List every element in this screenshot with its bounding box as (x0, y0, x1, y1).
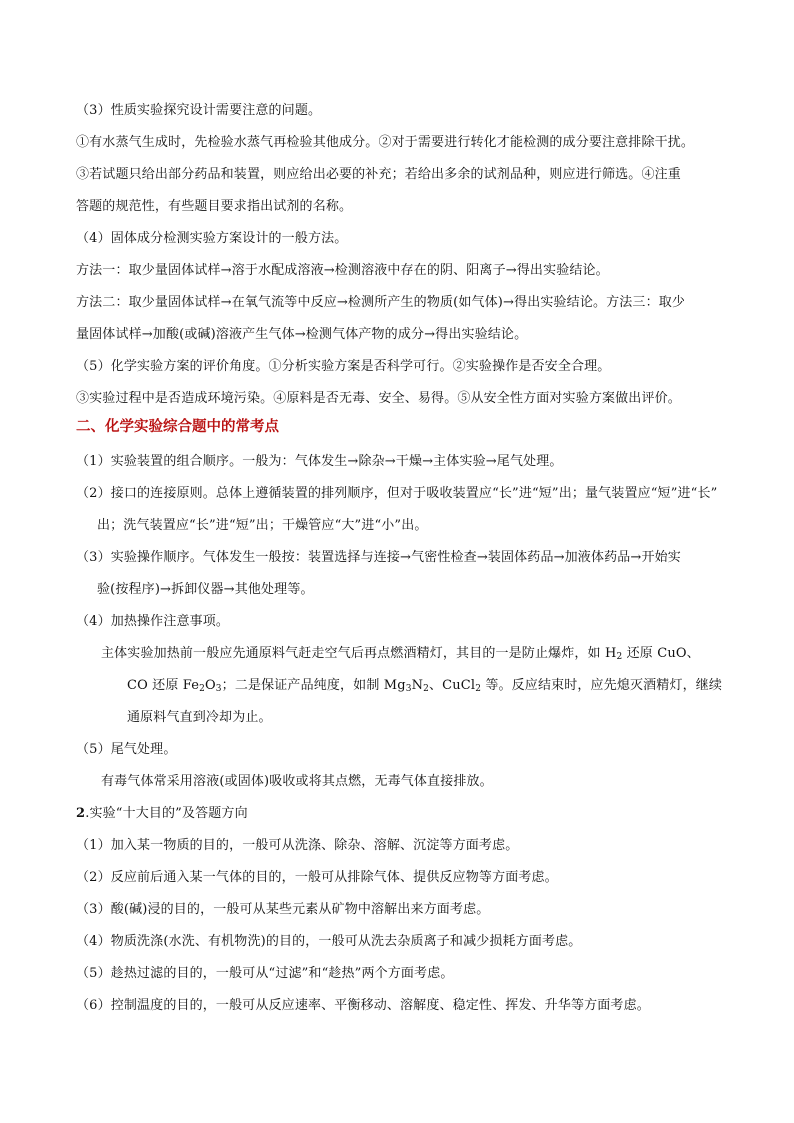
point-4-title: （4）加热操作注意事项。 (76, 614, 230, 629)
purpose-item-5: （5）趁热过滤的目的，一般可从“过滤”和“趁热”两个方面考虑。 (76, 966, 454, 981)
point-4-line-3: 通原料气直到冷却为止。 (127, 710, 272, 725)
point-5-title: （5）尾气处理。 (76, 742, 177, 757)
point-2-line-1: （2）接口的连接原则。总体上遵循装置的排列顺序，但对于吸收装置应“长”进“短”出；量气装置应“短”进“长” (76, 486, 718, 501)
point-4-line-2: CO 还原 $Fe_2O_3$；二是保证产品纯度，如制 $Mg_3N_2$、CuCl$_2$ 等。反应结束时，应先熄灭酒精灯，继续 (127, 678, 723, 694)
section-5-line-2: ③实验过程中是否造成环境污染。④原料是否无毒、安全、易得。⑤从安全性方面对实验方案做出评价。 (76, 391, 681, 406)
method-1: 方法一：取少量固体试样→溶于水配成溶液→检测溶液中存在的阴、阳离子→得出实验结论。 (76, 263, 609, 278)
section-2-title: 2.实验“十大目的”及答题方向 (76, 806, 248, 821)
purpose-item-4: （4）物质洗涤(水洗、有机物洗)的目的，一般可从洗去杂质离子和减少损耗方面考虑。 (76, 934, 582, 949)
section-5-line-1: （5）化学实验方案的评价角度。①分析实验方案是否科学可行。②实验操作是否安全合理。 (76, 359, 611, 374)
section-4-title: （4）固体成分检测实验方案设计的一般方法。 (76, 231, 348, 246)
purpose-item-6: （6）控制温度的目的，一般可从反应速率、平衡移动、溶解度、稳定性、挥发、升华等方面考虑。 (76, 998, 650, 1013)
section-3-line-1: ①有水蒸气生成时，先检验水蒸气再检验其他成分。②对于需要进行转化才能检测的成分要注意排除干扰。 (76, 135, 695, 150)
purpose-item-2: （2）反应前后通入某一气体的目的，一般可从排除气体、提供反应物等方面考虑。 (76, 870, 558, 885)
section-3-line-3: 答题的规范性，有些题目要求指出试剂的名称。 (76, 199, 353, 214)
point-1: （1）实验装置的组合顺序。一般为：气体发生→除杂→干燥→主体实验→尾气处理。 (76, 454, 563, 469)
section-3-title: （3）性质实验探究设计需要注意的问题。 (76, 103, 322, 118)
point-3-line-1: （3）实验操作顺序。气体发生一般按：装置选择与连接→气密性检查→装固体药品→加液体药品→开始实 (76, 550, 681, 565)
purpose-item-3: （3）酸(碱)浸的目的，一般可从某些元素从矿物中溶解出来方面考虑。 (76, 902, 490, 917)
purpose-item-1: （1）加入某一物质的目的，一般可从洗涤、除杂、溶解、沉淀等方面考虑。 (76, 838, 519, 853)
point-2-line-2: 出；洗气装置应“长”进“短”出；干燥管应“大”进“小”出。 (97, 518, 428, 533)
point-3-line-2: 验(按程序)→拆卸仪器→其他处理等。 (97, 582, 314, 597)
method-3: 量固体试样→加酸(或碱)溶液产生气体→检测气体产物的成分→得出实验结论。 (76, 327, 528, 342)
point-5-line-1: 有毒气体常采用溶液(或固体)吸收或将其点燃，无毒气体直接排放。 (101, 774, 493, 789)
section-3-line-2: ③若试题只给出部分药品和装置，则应给出必要的补充；若给出多余的试剂品种，则应进行筛选。④注重 (76, 167, 681, 182)
heading-common-exam-points: 二、化学实验综合题中的常考点 (76, 419, 279, 435)
method-2: 方法二：取少量固体试样→在氧气流等中反应→检测所产生的物质(如气体)→得出实验结论。方法三：取少 (76, 295, 686, 310)
point-4-line-1: 主体实验加热前一般应先通原料气赶走空气后再点燃酒精灯，其目的一是防止爆炸，如 $H_2$ 还原 CuO、 (101, 646, 700, 662)
